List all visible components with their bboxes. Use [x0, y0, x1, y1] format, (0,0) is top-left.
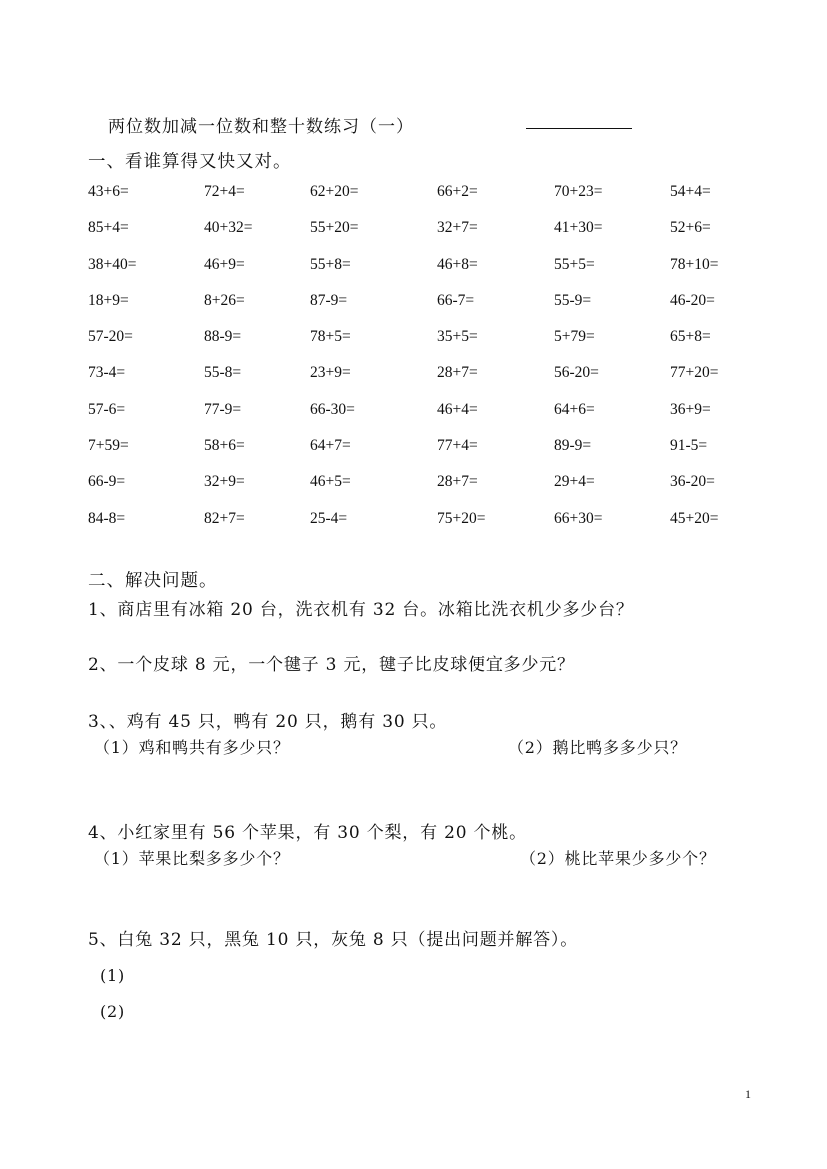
arithmetic-problem: 91-5=: [670, 437, 708, 455]
arithmetic-problem: 64+7=: [310, 437, 351, 455]
arithmetic-problem: 77+4=: [437, 437, 478, 455]
arithmetic-problem: 32+9=: [204, 473, 245, 491]
problem-row: [88, 473, 768, 509]
arithmetic-problem: 73-4=: [88, 364, 126, 382]
arithmetic-problem: 55-9=: [554, 291, 592, 309]
arithmetic-problem: 55+5=: [554, 255, 595, 273]
arithmetic-problem: 66+2=: [437, 183, 478, 200]
arithmetic-problem: 65+8=: [670, 328, 711, 346]
arithmetic-problem: 87-9=: [310, 291, 348, 309]
arithmetic-problem: 77+20=: [670, 364, 719, 382]
arithmetic-problem: 52+6=: [670, 219, 711, 237]
arithmetic-problem: 28+7=: [437, 364, 478, 382]
arithmetic-problem: 46-20=: [670, 291, 715, 309]
problem-row: [88, 328, 768, 364]
question-4-part-2: （2）桃比苹果少多少个？: [520, 849, 716, 868]
arithmetic-problem: 46+9=: [204, 255, 245, 273]
problem-row: [88, 401, 768, 437]
arithmetic-problem: 5+79=: [554, 328, 595, 346]
problem-row: [88, 510, 768, 546]
arithmetic-problem: 45+20=: [670, 509, 719, 527]
arithmetic-problem: 55+20=: [310, 219, 359, 237]
worksheet-title: 两位数加减一位数和整十数练习（一）: [108, 117, 414, 137]
arithmetic-problem: 66-30=: [310, 400, 355, 418]
arithmetic-problem: 58+6=: [204, 437, 245, 455]
arithmetic-problem: 18+9=: [88, 291, 129, 309]
page-number: 1: [745, 1087, 751, 1101]
arithmetic-problem: 7+59=: [88, 437, 129, 455]
arithmetic-problem: 46+4=: [437, 400, 478, 418]
arithmetic-problem: 8+26=: [204, 291, 245, 309]
arithmetic-problem: 72+4=: [204, 183, 245, 200]
arithmetic-problem: 46+5=: [310, 473, 351, 491]
arithmetic-problem: 55-8=: [204, 364, 242, 382]
arithmetic-problem: 89-9=: [554, 437, 592, 455]
problem-row: [88, 364, 768, 400]
problem-row: [88, 183, 768, 219]
arithmetic-problem: 43+6=: [88, 183, 129, 200]
name-blank-line: [526, 128, 632, 129]
arithmetic-problem: 66+30=: [554, 509, 603, 527]
arithmetic-problem: 66-7=: [437, 291, 475, 309]
arithmetic-problem: 70+23=: [554, 183, 603, 200]
arithmetic-problem: 57-6=: [88, 400, 126, 418]
question-3: 3、、鸡有 45 只，鸭有 20 只，鹅有 30 只。: [88, 712, 448, 732]
arithmetic-problem: 78+5=: [310, 328, 351, 346]
arithmetic-problem: 88-9=: [204, 328, 242, 346]
arithmetic-problem: 40+32=: [204, 219, 253, 237]
question-4-part-1: （1）苹果比梨多多少个？: [94, 849, 290, 868]
arithmetic-problem: 66-9=: [88, 473, 126, 491]
arithmetic-problem: 62+20=: [310, 183, 359, 200]
arithmetic-problem: 46+8=: [437, 255, 478, 273]
arithmetic-problem: 54+4=: [670, 183, 711, 200]
arithmetic-problem: 75+20=: [437, 509, 486, 527]
section2-heading: 二、解决问题。: [88, 571, 218, 591]
arithmetic-problem: 29+4=: [554, 473, 595, 491]
problem-row: [88, 437, 768, 473]
arithmetic-grid: [88, 183, 768, 546]
arithmetic-problem: 35+5=: [437, 328, 478, 346]
arithmetic-problem: 36-20=: [670, 473, 715, 491]
arithmetic-problem: 38+40=: [88, 255, 137, 273]
question-3-part-2: （2）鹅比鸭多多少只？: [508, 738, 687, 757]
question-5-part-1: (1): [100, 966, 126, 985]
arithmetic-problem: 28+7=: [437, 473, 478, 491]
arithmetic-problem: 85+4=: [88, 219, 129, 237]
arithmetic-problem: 84-8=: [88, 509, 126, 527]
arithmetic-problem: 55+8=: [310, 255, 351, 273]
arithmetic-problem: 77-9=: [204, 400, 242, 418]
arithmetic-problem: 78+10=: [670, 255, 719, 273]
question-3-part-1: （1）鸡和鸭共有多少只？: [94, 738, 290, 757]
problem-row: [88, 256, 768, 292]
arithmetic-problem: 56-20=: [554, 364, 599, 382]
arithmetic-problem: 64+6=: [554, 400, 595, 418]
problem-row: [88, 219, 768, 255]
arithmetic-problem: 82+7=: [204, 509, 245, 527]
question-5-part-2: (2): [100, 1002, 126, 1021]
question-4: 4、小红家里有 56 个苹果，有 30 个梨，有 20 个桃。: [88, 823, 527, 843]
arithmetic-problem: 23+9=: [310, 364, 351, 382]
question-2: 2、一个皮球 8 元，一个毽子 3 元，毽子比皮球便宜多少元？: [88, 655, 575, 675]
arithmetic-problem: 57-20=: [88, 328, 133, 346]
arithmetic-problem: 41+30=: [554, 219, 603, 237]
question-1: 1、商店里有冰箱 20 台，洗衣机有 32 台。冰箱比洗衣机少多少台？: [88, 600, 634, 620]
arithmetic-problem: 25-4=: [310, 509, 348, 527]
problem-row: [88, 292, 768, 328]
arithmetic-problem: 36+9=: [670, 400, 711, 418]
question-5: 5、白兔 32 只，黑兔 10 只，灰兔 8 只（提出问题并解答）。: [88, 930, 579, 950]
section1-heading: 一、看谁算得又快又对。: [88, 152, 292, 172]
arithmetic-problem: 32+7=: [437, 219, 478, 237]
